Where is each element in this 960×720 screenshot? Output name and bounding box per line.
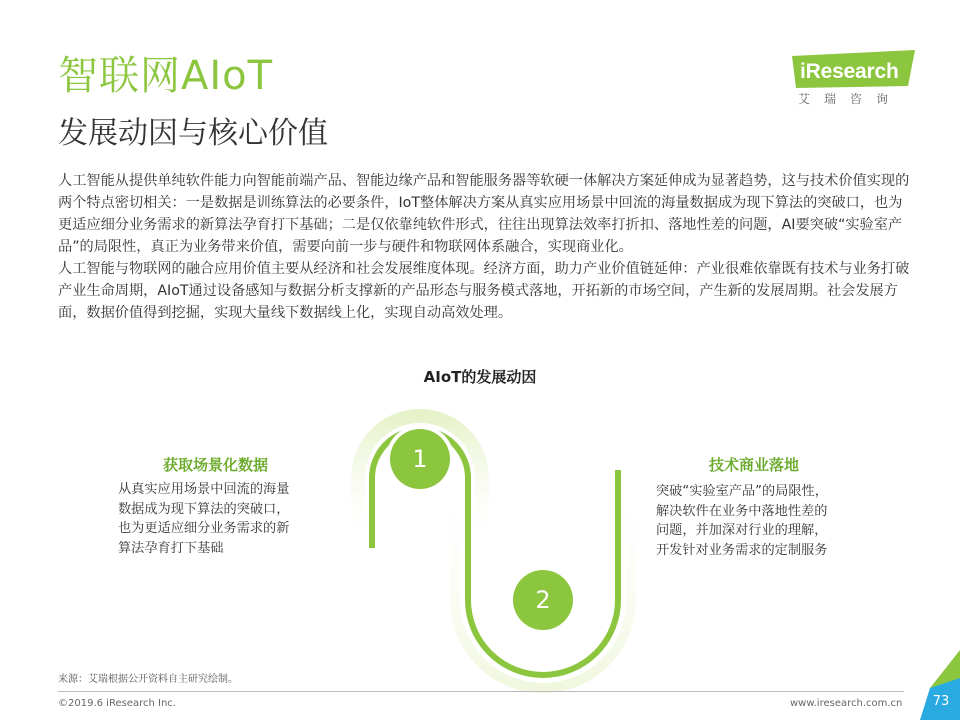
source-note: 来源：艾瑞根据公开资料自主研究绘制。	[58, 674, 238, 685]
copyright: ©2019.6 iResearch Inc.	[58, 698, 176, 709]
diagram-title: AIoT的发展动因	[423, 368, 537, 386]
step-1-heading: 获取场景化数据	[163, 456, 269, 474]
step-2-line: 解决软件在业务中落地性差的	[656, 503, 828, 519]
footer-divider	[58, 691, 904, 692]
step-2-line: 问题，并加深对行业的理解，	[656, 523, 828, 538]
logo-tagline: 艾瑞咨询	[798, 92, 903, 106]
step-1-number: 1	[412, 445, 428, 473]
page-title: 智联网AIoT	[58, 53, 274, 99]
page-number: 73	[932, 694, 950, 709]
body-paragraph-1: 人工智能从提供单纯软件能力向智能前端产品、智能边缘产品和智能服务器等软硬一体解决方案延伸成为显著趋势，这与技术价值实现的两个特点密切相关：一是数据是训练算法的必要条件，IoT整体解决方案从真实应用场景中回流的海量数据成为现下算法的突破口，也为更适应细分业务需求的新算法孕育打下基础；二是仅依靠纯软件形式，往往出现算法效率打折扣、落地性差的问题，AI要突破“实验室产品”的局限性，真正为业务带来价值，需要向前一步与硬件和物联网体系融合，实现商业化。	[58, 173, 910, 255]
step-2-line: 开发针对业务需求的定制服务	[656, 542, 828, 558]
step-1-description	[118, 480, 328, 558]
step-2-description	[656, 482, 871, 560]
step-1-line: 算法孕育打下基础	[118, 540, 224, 556]
step-1-line: 从真实应用场景中回流的海量	[118, 482, 290, 497]
logo-wordmark: iResearch	[800, 60, 899, 83]
body-paragraph-2: 人工智能与物联网的融合应用价值主要从经济和社会发展维度体现。经济方面，助力产业价值链延伸：产业很难依靠既有技术与业务打破产业生命周期，AIoT通过设备感知与数据分析支撑新的产品形态与服务模式落地，开拓新的市场空间，产生新的发展周期。社会发展方面，数据价值得到挖掘，实现大量线下数据线上化，实现自动高效处理。	[58, 261, 910, 321]
step-2-heading: 技术商业落地	[709, 456, 800, 474]
website-url: www.iresearch.com.cn	[790, 698, 903, 709]
step-2-line: 突破“实验室产品”的局限性，	[656, 484, 828, 499]
page-subtitle: 发展动因与核心价值	[58, 116, 328, 151]
step-1-line: 也为更适应细分业务需求的新	[118, 521, 290, 536]
step-1-line: 数据成为现下算法的突破口，	[118, 501, 290, 517]
corner-decoration	[920, 650, 960, 720]
step-2-number: 2	[535, 586, 551, 614]
